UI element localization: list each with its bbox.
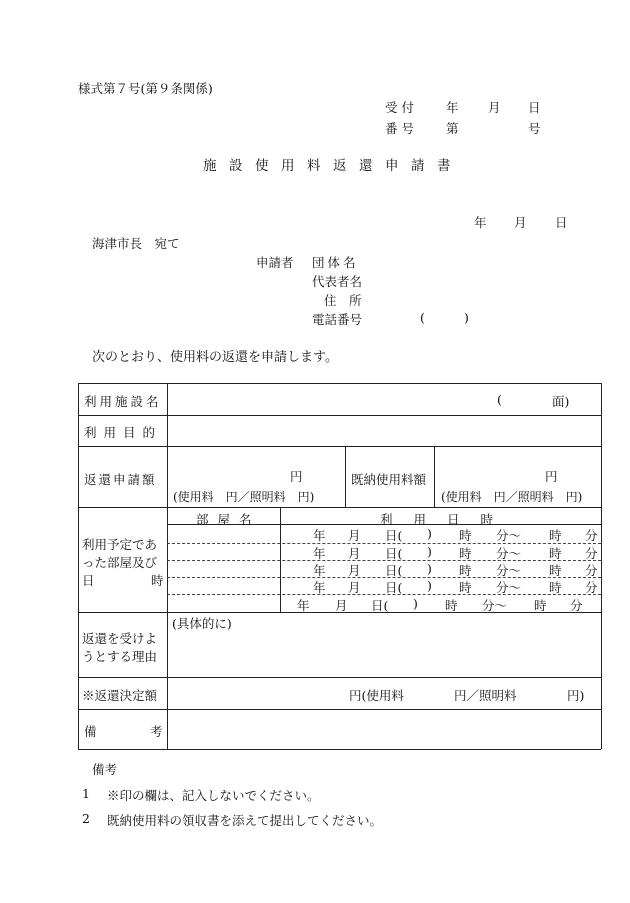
schedule-minute: 分 [585, 546, 598, 561]
facility-name-field[interactable] [172, 386, 596, 412]
address-label: 住 所 [324, 293, 362, 308]
application-date-year: 年 [474, 215, 487, 230]
facility-label: 利用施設名 [84, 394, 162, 409]
schedule-hour2: 時 [549, 546, 562, 561]
number-label: 番号 [385, 121, 419, 136]
schedule-day: 日( [385, 580, 403, 595]
room-field[interactable] [170, 545, 276, 559]
remarks-field[interactable] [172, 712, 596, 746]
schedule-day: 日( [385, 563, 403, 578]
schedule-minute: 分 [585, 563, 598, 578]
purpose-field[interactable] [172, 418, 596, 443]
schedule-month: 月 [348, 528, 361, 543]
planned-label-line3-a: 日 [82, 573, 95, 588]
schedule-close: ) [427, 544, 432, 559]
room-header: 部屋名 [196, 512, 261, 527]
usage-header: 利用日時 [380, 512, 515, 527]
reception-label: 受付 [385, 100, 419, 115]
schedule-day: 日( [385, 546, 403, 561]
phone-paren-open: ( [420, 310, 425, 325]
paid-yen: 円 [545, 469, 558, 484]
schedule-month: 月 [348, 580, 361, 595]
schedule-hour: 時 [459, 546, 472, 561]
notes-title: 備考 [92, 762, 118, 777]
planned-label-line3-b: 時 [151, 573, 164, 588]
schedule-day: 日( [371, 598, 389, 613]
document-title: 施設使用料返還申請書 [203, 158, 463, 174]
schedule-close: ) [427, 578, 432, 593]
schedule-minute-to: 分～ [496, 528, 522, 543]
decision-breakdown-c: 円) [567, 688, 585, 703]
room-field[interactable] [170, 579, 276, 593]
schedule-hour2: 時 [549, 528, 562, 543]
schedule-hour2: 時 [549, 580, 562, 595]
schedule-month: 月 [335, 598, 348, 613]
refund-amount-label: 返還申請額 [84, 472, 157, 487]
representative-label: 代表者名 [312, 274, 363, 289]
schedule-year: 年 [313, 580, 326, 595]
paid-breakdown: (使用料 円／照明料 円) [441, 490, 583, 504]
schedule-year: 年 [313, 563, 326, 578]
schedule-close: ) [413, 596, 418, 611]
number-suffix: 号 [528, 121, 541, 136]
reception-day: 日 [528, 100, 541, 115]
facility-area-unit: 面) [552, 394, 570, 409]
schedule-hour: 時 [445, 598, 458, 613]
phone-paren-close: ) [464, 310, 469, 325]
applicant-label: 申請者 [256, 255, 294, 270]
decision-label: ※返還決定額 [82, 688, 158, 703]
planned-label-line2: った部屋及び [82, 555, 158, 570]
reason-hint: (具体的に) [172, 616, 232, 631]
schedule-day: 日( [385, 528, 403, 543]
intro-text: 次のとおり、使用料の返還を申請します。 [92, 350, 338, 365]
room-field[interactable] [170, 596, 276, 610]
schedule-year: 年 [297, 598, 310, 613]
application-date-month: 月 [514, 215, 527, 230]
schedule-hour: 時 [459, 528, 472, 543]
number-prefix: 第 [446, 121, 459, 136]
form-number: 様式第７号(第９条関係) [78, 81, 213, 96]
room-field[interactable] [170, 562, 276, 576]
room-field[interactable] [170, 526, 276, 542]
schedule-minute-to: 分～ [496, 546, 522, 561]
note-text: 既納使用料の領収書を添えて提出してください。 [107, 813, 383, 828]
note-number: 2 [82, 811, 90, 826]
schedule-minute-to: 分～ [496, 580, 522, 595]
schedule-hour: 時 [459, 580, 472, 595]
facility-area-open: ( [497, 392, 502, 407]
schedule-hour: 時 [459, 563, 472, 578]
reason-label-line2: うとする理由 [82, 649, 158, 664]
refund-breakdown: (使用料 円／照明料 円) [173, 490, 315, 504]
schedule-minute-to: 分～ [496, 563, 522, 578]
schedule-year: 年 [313, 546, 326, 561]
schedule-minute: 分 [585, 528, 598, 543]
schedule-year: 年 [313, 528, 326, 543]
schedule-minute: 分 [570, 598, 583, 613]
schedule-close: ) [427, 526, 432, 541]
paid-fee-label: 既納使用料額 [351, 472, 427, 487]
purpose-label: 利用目的 [84, 425, 163, 440]
planned-label-line1: 利用予定であ [82, 537, 158, 552]
remarks-label-b: 考 [150, 724, 163, 739]
schedule-close: ) [427, 561, 432, 576]
phone-label: 電話番号 [312, 312, 363, 327]
reason-label-line1: 返還を受けよ [82, 631, 158, 646]
note-text: ※印の欄は、記入しないでください。 [107, 788, 320, 803]
remarks-label-a: 備 [84, 724, 97, 739]
decision-breakdown-b: 円／照明料 [454, 688, 517, 703]
reception-year: 年 [446, 100, 459, 115]
schedule-month: 月 [348, 546, 361, 561]
schedule-month: 月 [348, 563, 361, 578]
refund-yen: 円 [290, 469, 303, 484]
schedule-minute: 分 [585, 580, 598, 595]
schedule-hour2: 時 [549, 563, 562, 578]
schedule-minute-to: 分～ [482, 598, 508, 613]
schedule-hour2: 時 [534, 598, 547, 613]
decision-breakdown-a: 円(使用料 [349, 688, 404, 703]
application-date-day: 日 [555, 215, 568, 230]
note-number: 1 [82, 786, 90, 801]
organization-label: 団体名 [312, 255, 359, 270]
reception-month: 月 [488, 100, 501, 115]
reason-field[interactable] [172, 630, 596, 674]
addressee: 海津市長 宛て [92, 236, 180, 251]
